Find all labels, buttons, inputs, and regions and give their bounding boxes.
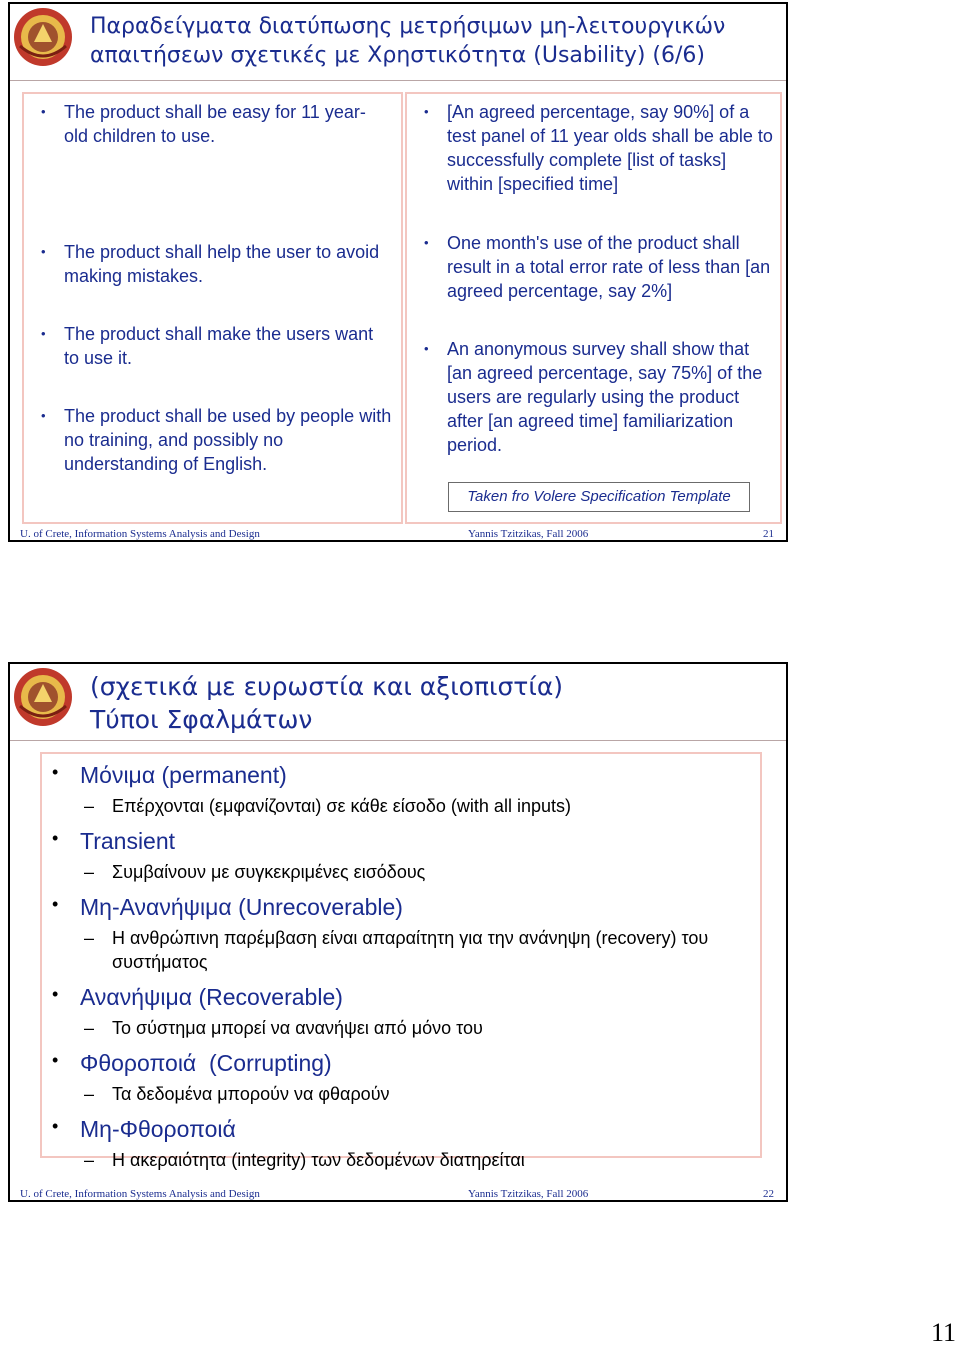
list-item	[42, 826, 760, 884]
title-divider	[10, 740, 786, 741]
error-type-label: • Μη-Ανανήψιμα (Unrecoverable)	[80, 894, 403, 920]
error-types-list	[42, 754, 760, 1172]
error-type-description: – Τα δεδομένα μπορούν να φθαρούν	[80, 1082, 760, 1106]
footer-course: U. of Crete, Information Systems Analysis and Design	[20, 1188, 260, 1200]
list-item	[42, 892, 760, 974]
slide-title-line1: (σχετικά με ευρωστία και αξιοπιστία)	[90, 672, 564, 701]
measures-panel	[405, 92, 782, 524]
error-type-label: • Μη-Φθοροποιά	[80, 1116, 236, 1142]
slide-footer	[10, 528, 786, 542]
slide-title-line2: Τύποι Σφαλμάτων	[90, 705, 313, 734]
slide-21	[8, 2, 788, 542]
error-type-description: – Το σύστημα μπορεί να ανανήψει από μόνο του	[80, 1016, 760, 1040]
slide-title: Παραδείγματα διατύπωσης μετρήσιμων μη-λειτουργικών απαιτήσεων σχετικές με Χρηστικότητα (Usability) (6/6)	[90, 14, 726, 68]
university-seal-logo	[12, 6, 74, 68]
error-type-description: – Επέρχονται (εμφανίζονται) σε κάθε είσοδο (with all inputs)	[80, 794, 760, 818]
footer-course: U. of Crete, Information Systems Analysis and Design	[20, 528, 260, 540]
source-note: Taken fro Volere Specification Template	[448, 482, 750, 512]
slide-title	[90, 670, 776, 736]
list-item: • The product shall be easy for 11 year-old children to use.	[24, 100, 384, 148]
list-item: • An anonymous survey shall show that [an agreed percentage, say 75%] of the users are regularly using the product after [an agreed time] familiarization period.	[407, 337, 777, 457]
footer-slide-number: 21	[763, 528, 774, 540]
list-item	[42, 1114, 760, 1172]
error-type-label: • Μόνιμα (permanent)	[80, 762, 287, 788]
footer-author: Yannis Tzitzikas, Fall 2006	[468, 1188, 589, 1200]
error-type-description: – Η ανθρώπινη παρέμβαση είναι απαραίτητη για την ανάνηψη (recovery) του συστήματος	[80, 926, 752, 974]
list-item: • The product shall help the user to avoid making mistakes.	[24, 240, 384, 288]
slide-footer	[10, 1188, 786, 1202]
list-item	[42, 982, 760, 1040]
list-item: • The product shall be used by people with no training, and possibly no understanding of English.	[24, 404, 394, 476]
list-item: • One month's use of the product shall result in a total error rate of less than [an agreed percentage, say 2%]	[407, 231, 777, 303]
error-type-description: – Η ακεραιότητα (integrity) των δεδομένων διατηρείται	[80, 1148, 760, 1172]
error-types-panel	[40, 752, 762, 1170]
requirements-panel	[22, 92, 403, 524]
error-type-label: • Φθοροποιά (Corrupting)	[80, 1050, 332, 1076]
error-type-label: • Ανανήψιμα (Recoverable)	[80, 984, 343, 1010]
list-item	[42, 760, 760, 818]
error-type-label: • Transient	[80, 828, 176, 854]
university-seal-logo	[12, 666, 74, 728]
list-item	[42, 1048, 760, 1106]
list-item: • The product shall make the users want to use it.	[24, 322, 384, 370]
footer-slide-number: 22	[763, 1188, 774, 1200]
title-divider	[10, 80, 786, 81]
list-item: • [An agreed percentage, say 90%] of a test panel of 11 year olds shall be able to successfully complete [list of tasks] within [specified time]	[407, 100, 777, 196]
page-number: 11	[930, 1318, 956, 1347]
slide-22	[8, 662, 788, 1202]
error-type-description: – Συμβαίνουν με συγκεκριμένες εισόδους	[80, 860, 760, 884]
footer-author: Yannis Tzitzikas, Fall 2006	[468, 528, 589, 540]
